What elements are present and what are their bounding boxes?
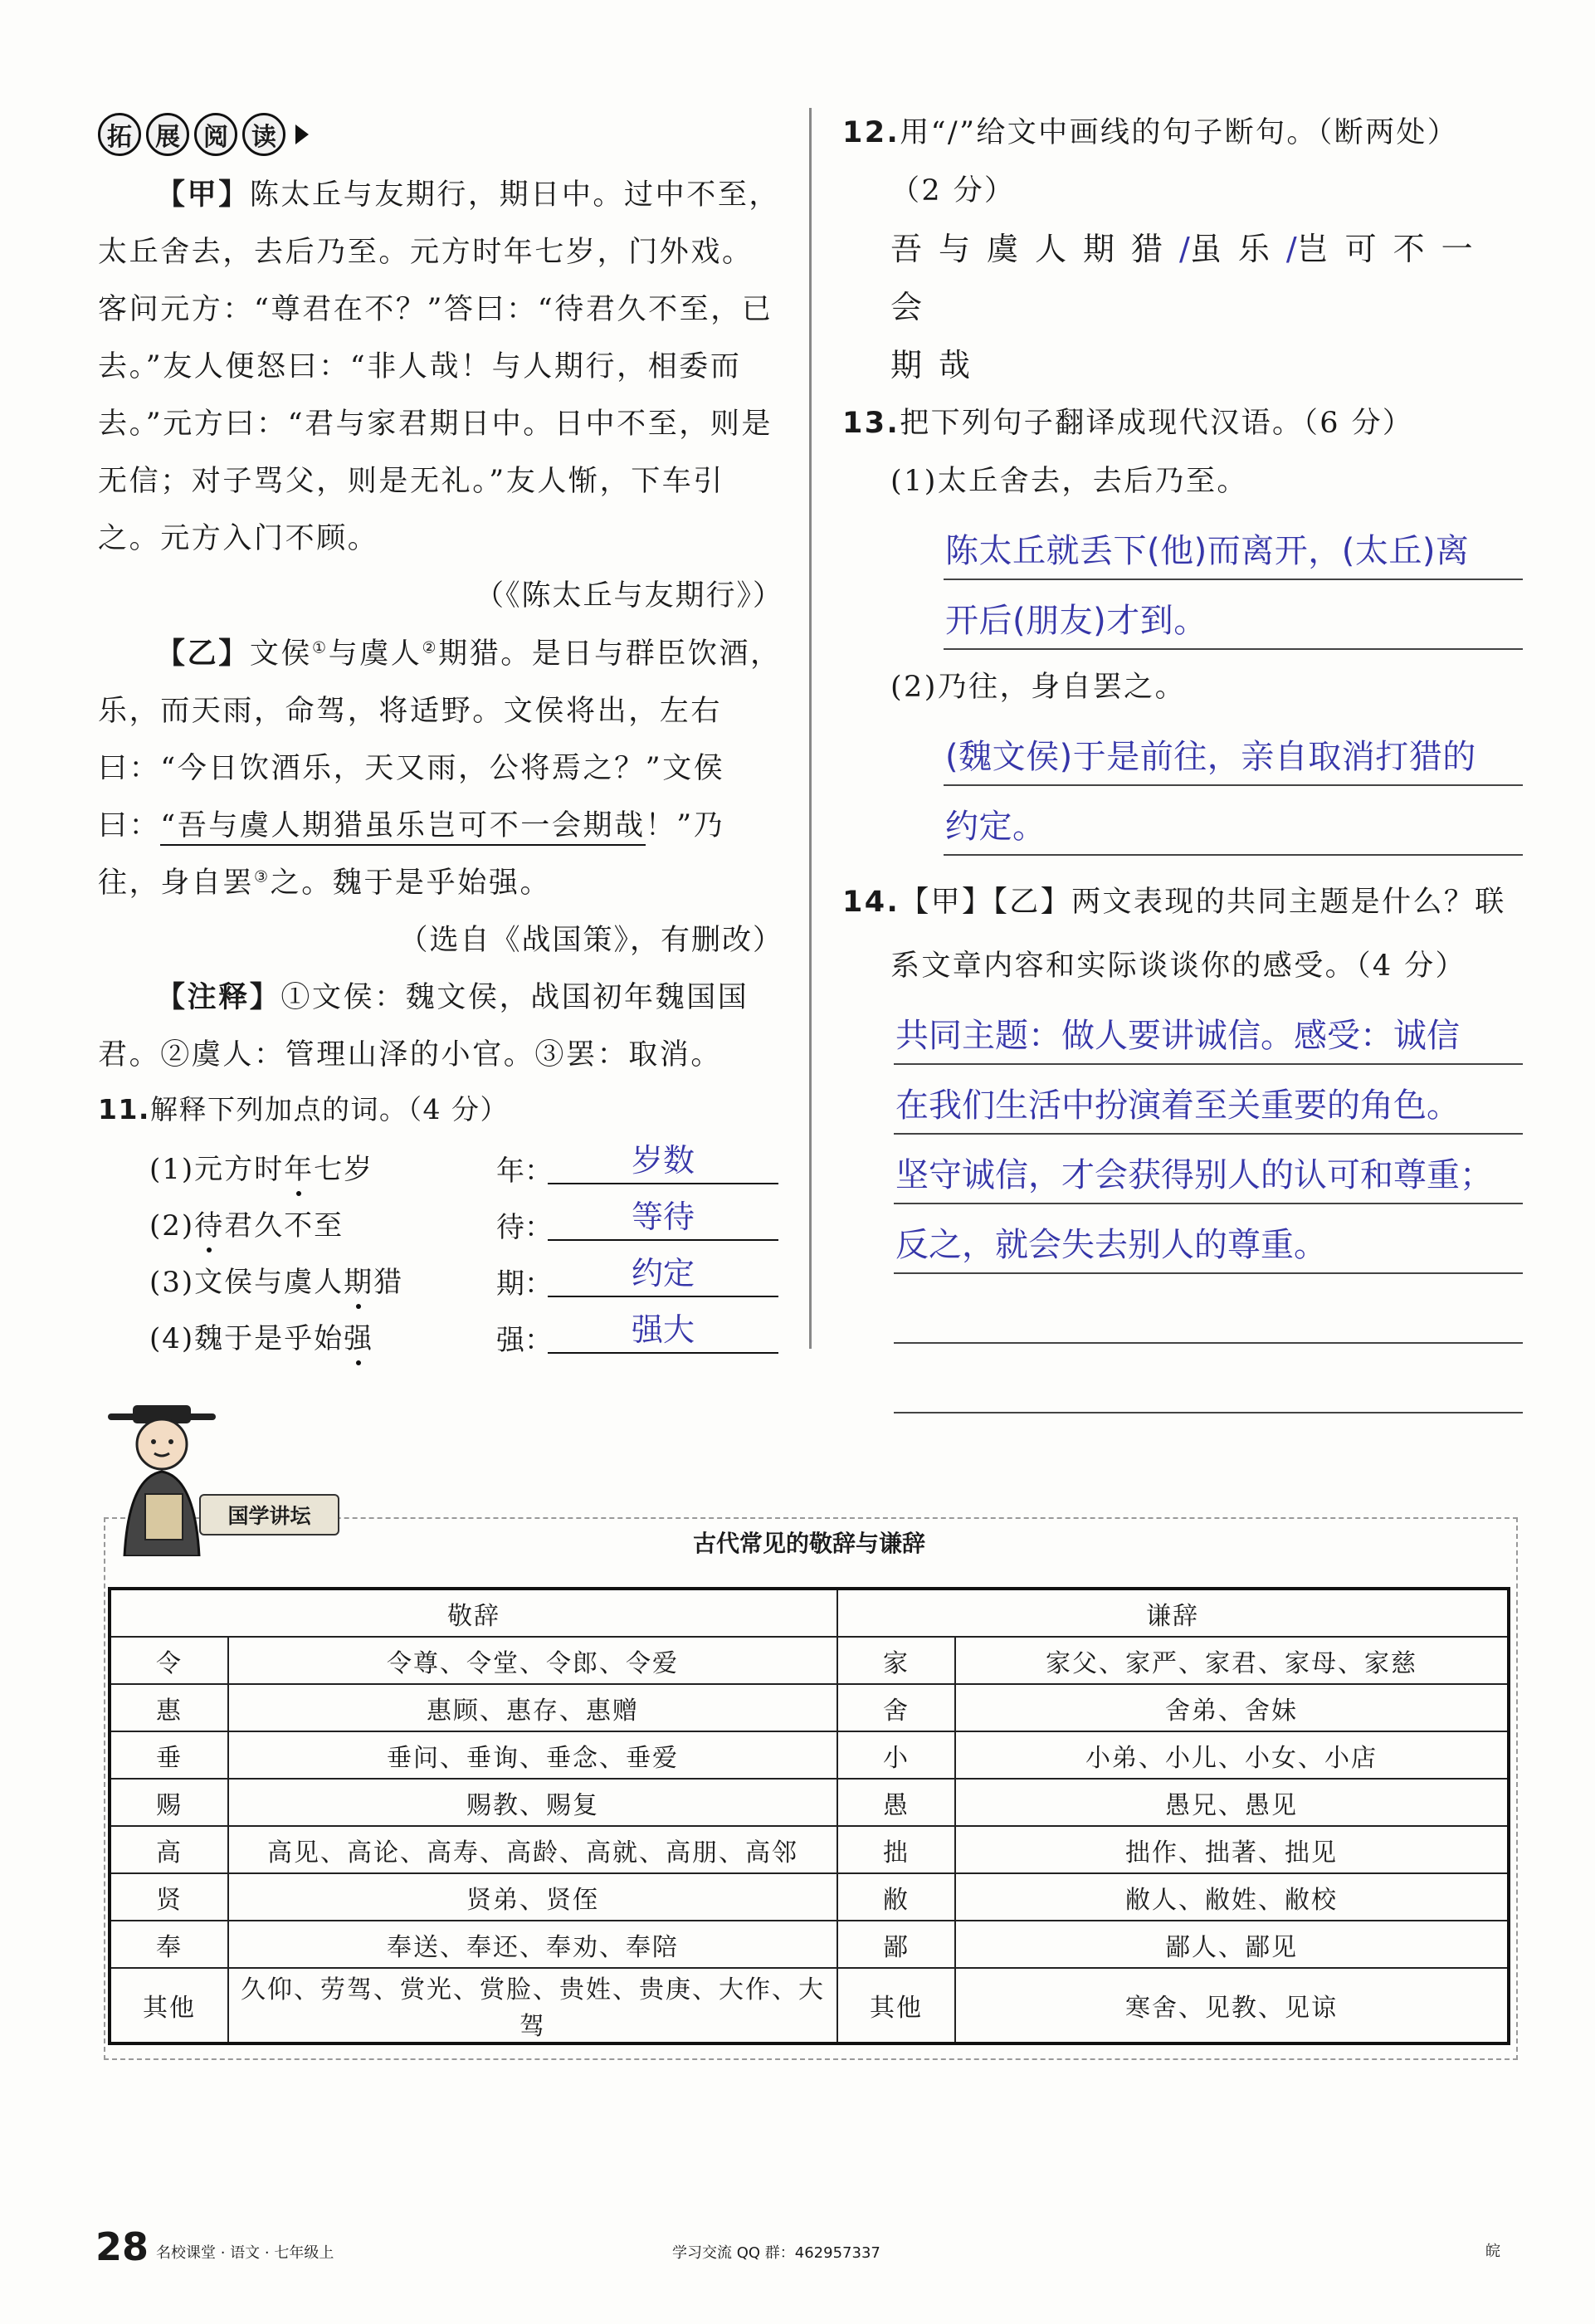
q13-answer-2-line-1[interactable] bbox=[944, 716, 1523, 786]
passage-b-text: 期猎。是日与群臣饮酒，乐，而天雨，命驾，将适野。文侯将出，左右曰：“今日饮酒乐，天又雨，公将焉之？”文侯曰： bbox=[98, 637, 782, 842]
q13-answer-1-line-2[interactable] bbox=[944, 580, 1523, 650]
q11-row bbox=[98, 1306, 783, 1362]
footer-qq-group: 学习交流 QQ 群：462957337 bbox=[672, 2244, 880, 2262]
question-number: 14. bbox=[842, 886, 900, 919]
q11-answer[interactable]: 等待 bbox=[631, 1199, 695, 1235]
table-row bbox=[110, 1684, 1509, 1731]
table-row bbox=[110, 1968, 1509, 2043]
table-cell: 久仰、劳驾、赏光、赏脸、贵姓、贵庚、大作、大驾 bbox=[228, 1968, 837, 2043]
answer-blank-line bbox=[548, 1183, 778, 1184]
question-text: 用“/”给文中画线的句子断句。（断两处） bbox=[900, 116, 1459, 149]
table-cell: 高 bbox=[110, 1826, 228, 1873]
passage-b-tag: 【乙】 bbox=[156, 637, 250, 671]
table-cell: 家父、家严、家君、家母、家慈 bbox=[955, 1637, 1509, 1684]
table-cell: 惠顾、惠存、惠赠 bbox=[228, 1684, 837, 1731]
section-tag-char: 阅 bbox=[194, 113, 237, 156]
answer-blank-line bbox=[548, 1239, 778, 1241]
table-cell: 愚 bbox=[837, 1779, 955, 1826]
q11-key: 强： bbox=[496, 1324, 553, 1357]
table-cell: 贤弟、贤侄 bbox=[228, 1873, 837, 1921]
table-cell: 垂 bbox=[110, 1731, 228, 1779]
table-row bbox=[110, 1826, 1509, 1873]
question-12-score: （2 分） bbox=[890, 174, 1016, 208]
footnote-mark: ③ bbox=[254, 867, 271, 886]
q11-item: (4)魏于是乎始强 bbox=[149, 1322, 374, 1355]
table-row bbox=[110, 1731, 1509, 1779]
table-cell: 赐教、赐复 bbox=[228, 1779, 837, 1826]
q14-answer-line[interactable] bbox=[894, 1204, 1523, 1274]
underlined-sentence: “吾与虞人期猎虽乐岂可不一会期哉 bbox=[160, 809, 646, 846]
question-14-title-cont: 系文章内容和实际谈谈你的感受。（4 分） bbox=[890, 950, 1466, 983]
footer-book-title: 名校课堂 · 语文 · 七年级上 bbox=[156, 2244, 334, 2262]
dotted-char: 期 bbox=[344, 1266, 374, 1299]
answer-text: 在我们生活中扮演着至关重要的角色。 bbox=[895, 1086, 1460, 1125]
question-text: 【甲】【乙】两文表现的共同主题是什么？联 bbox=[900, 886, 1506, 919]
answer-text: 陈太丘就丢下(他)而离开，(太丘)离 bbox=[945, 532, 1470, 570]
q11-key: 期： bbox=[496, 1267, 553, 1301]
footer-region: 皖 bbox=[1485, 2243, 1500, 2260]
table-cell: 舍 bbox=[837, 1684, 955, 1731]
section-tag-char: 拓 bbox=[98, 113, 141, 156]
q11-row bbox=[98, 1136, 783, 1193]
question-11-title bbox=[98, 1083, 783, 1136]
section-tag-char: 展 bbox=[146, 113, 189, 156]
question-text: 把下列句子翻译成现代汉语。（6 分） bbox=[900, 407, 1414, 440]
answer-text: 坚守诚信，才会获得别人的认可和尊重； bbox=[895, 1156, 1493, 1194]
question-12-title bbox=[842, 104, 1523, 162]
q11-answer[interactable]: 约定 bbox=[631, 1255, 695, 1291]
header-humble: 谦辞 bbox=[837, 1589, 1509, 1637]
q13-sentence-1: (1)太丘舍去，去后乃至。 bbox=[890, 465, 1248, 498]
table-row bbox=[110, 1637, 1509, 1684]
table-cell: 其他 bbox=[110, 1968, 228, 2043]
table-header-row bbox=[110, 1589, 1509, 1637]
q12-answer-sentence[interactable]: 吾与虞人期猎/虽乐/岂可不一会 bbox=[890, 231, 1490, 325]
question-number: 13. bbox=[842, 407, 900, 440]
arrow-icon bbox=[295, 124, 309, 144]
q14-answer-line-empty[interactable] bbox=[894, 1274, 1523, 1344]
q11-answer[interactable]: 强大 bbox=[631, 1311, 695, 1348]
answer-text: 反之，就会失去别人的尊重。 bbox=[895, 1226, 1327, 1264]
culture-banner: 国学讲坛 bbox=[199, 1494, 339, 1536]
q11-answer[interactable]: 岁数 bbox=[631, 1142, 695, 1179]
table-row bbox=[110, 1873, 1509, 1921]
honorific-humble-table bbox=[108, 1587, 1510, 2045]
answer-blank-line bbox=[548, 1296, 778, 1297]
q11-key: 待： bbox=[496, 1211, 553, 1244]
q13-answer-1-line-1[interactable] bbox=[944, 510, 1523, 580]
q14-answer-line[interactable] bbox=[894, 1065, 1523, 1135]
section-tag-char: 读 bbox=[242, 113, 285, 156]
q11-item: (2)待君久不至 bbox=[149, 1209, 344, 1243]
dotted-char: 年 bbox=[284, 1153, 315, 1186]
header-honorific: 敬辞 bbox=[110, 1589, 837, 1637]
passage-b-source: （选自《战国策》，有删改） bbox=[398, 924, 783, 957]
slash-mark: / bbox=[1179, 231, 1190, 267]
answer-text: 共同主题：做人要讲诚信。感受：诚信 bbox=[895, 1017, 1460, 1055]
question-11 bbox=[98, 1083, 783, 1362]
q11-item: (1)元方时年七岁 bbox=[149, 1153, 374, 1186]
q11-row bbox=[98, 1193, 783, 1249]
slash-mark: / bbox=[1285, 231, 1297, 267]
section-tag-extended-reading bbox=[98, 110, 309, 159]
table-cell: 愚兄、愚见 bbox=[955, 1779, 1509, 1826]
column-divider bbox=[809, 108, 812, 1349]
table-cell: 寒舍、见教、见谅 bbox=[955, 1968, 1509, 2043]
q13-answer-2-line-2[interactable] bbox=[944, 786, 1523, 856]
notes bbox=[98, 969, 783, 1084]
q12-answer-sentence-cont: 期哉 bbox=[890, 347, 988, 383]
dotted-char: 待 bbox=[194, 1209, 225, 1243]
right-column-questions bbox=[842, 104, 1523, 1413]
question-13-title bbox=[842, 394, 1523, 452]
table-cell: 令尊、令堂、令郎、令爱 bbox=[228, 1637, 837, 1684]
question-number: 11. bbox=[98, 1093, 150, 1125]
passage-a-source: （《陈太丘与友期行》） bbox=[474, 579, 783, 613]
q11-key: 年： bbox=[496, 1155, 553, 1188]
table-cell: 小 bbox=[837, 1731, 955, 1779]
table-cell: 奉送、奉还、奉劝、奉陪 bbox=[228, 1921, 837, 1968]
table-cell: 拙作、拙著、拙见 bbox=[955, 1826, 1509, 1873]
q14-answer-line[interactable] bbox=[894, 995, 1523, 1065]
question-number: 12. bbox=[842, 116, 900, 149]
q14-answer-line[interactable] bbox=[894, 1135, 1523, 1204]
table-row bbox=[110, 1779, 1509, 1826]
question-14-title bbox=[842, 867, 1523, 937]
answer-blank-line bbox=[548, 1352, 778, 1354]
dotted-char: 强 bbox=[344, 1322, 374, 1355]
table-cell: 令 bbox=[110, 1637, 228, 1684]
table-cell: 鄙 bbox=[837, 1921, 955, 1968]
passage-b-text: ！”乃往，身自罢 bbox=[98, 809, 725, 900]
passage-b-text: 与虞人 bbox=[328, 637, 422, 671]
reading-passages bbox=[98, 166, 783, 1084]
passage-b-text: 之。魏于是乎始强。 bbox=[270, 867, 552, 900]
table-cell: 垂问、垂询、垂念、垂爱 bbox=[228, 1731, 837, 1779]
table-cell: 其他 bbox=[837, 1968, 955, 2043]
table-row bbox=[110, 1921, 1509, 1968]
footnote-mark: ② bbox=[422, 638, 439, 657]
table-cell: 舍弟、舍妹 bbox=[955, 1684, 1509, 1731]
table-cell: 贤 bbox=[110, 1873, 228, 1921]
notes-text: ①文侯：魏文侯，战国初年魏国国君。②虞人：管理山泽的小官。③罢：取消。 bbox=[98, 981, 749, 1072]
table-cell: 高见、高论、高寿、高龄、高就、高朋、高邻 bbox=[228, 1826, 837, 1873]
table-cell: 敝人、敝姓、敝校 bbox=[955, 1873, 1509, 1921]
passage-a-tag: 【甲】 bbox=[156, 178, 250, 212]
culture-table-title: 古代常见的敬辞与谦辞 bbox=[692, 1530, 925, 1557]
table-cell: 敝 bbox=[837, 1873, 955, 1921]
table-cell: 鄙人、鄙见 bbox=[955, 1921, 1509, 1968]
passage-b bbox=[98, 625, 783, 912]
passage-a-text: 陈太丘与友期行，期日中。过中不至，太丘舍去，去后乃至。元方时年七岁，门外戏。客问元方：“尊君在不？”答曰：“待君久不至，已去。”友人便怒曰：“非人哉！与人期行，相委而去。”元方曰：“君与家君期日中。日中不至，则是无信；对子骂父，则是无礼。”友人惭，下车引之。元方入门不顾。 bbox=[98, 178, 781, 555]
answer-text: (魏文侯)于是前往，亲自取消打猎的 bbox=[945, 738, 1476, 776]
table-cell: 奉 bbox=[110, 1921, 228, 1968]
passage-a bbox=[98, 166, 783, 568]
footnote-mark: ① bbox=[312, 638, 329, 657]
answer-text: 开后(朋友)才到。 bbox=[945, 602, 1207, 640]
q11-row bbox=[98, 1249, 783, 1306]
question-text: 解释下列加点的词。（4 分） bbox=[149, 1093, 509, 1125]
q11-item: (3)文侯与虞人期猎 bbox=[149, 1266, 404, 1299]
table-cell: 小弟、小儿、小女、小店 bbox=[955, 1731, 1509, 1779]
passage-b-text: 文侯 bbox=[249, 637, 313, 671]
q14-answer-line-empty[interactable] bbox=[894, 1344, 1523, 1413]
table-cell: 拙 bbox=[837, 1826, 955, 1873]
page-number: 28 bbox=[95, 2224, 149, 2269]
notes-label: 【注释】 bbox=[156, 981, 281, 1014]
answer-text: 约定。 bbox=[945, 808, 1046, 846]
table-cell: 家 bbox=[837, 1637, 955, 1684]
q13-sentence-2: (2)乃往，身自罢之。 bbox=[890, 671, 1186, 704]
table-cell: 赐 bbox=[110, 1779, 228, 1826]
table-cell: 惠 bbox=[110, 1684, 228, 1731]
